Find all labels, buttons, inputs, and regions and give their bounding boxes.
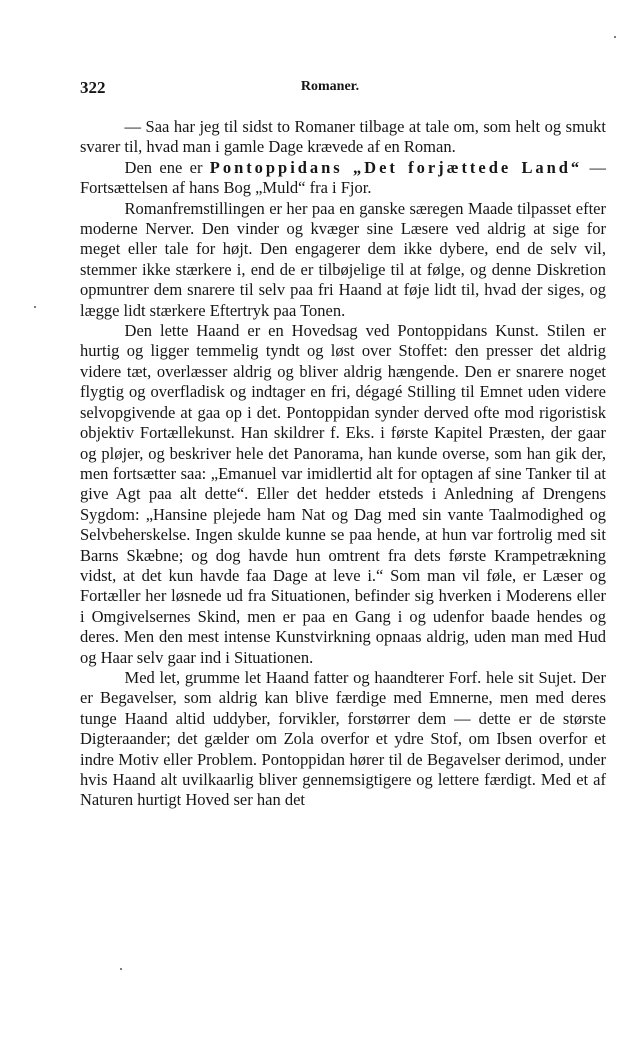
running-title: Romaner. xyxy=(300,79,360,94)
page-header xyxy=(80,78,580,100)
paragraph: Med let, grumme let Haand fatter og haandterer Forf. hele sit Sujet. Der er Begavelser, som aldrig kan blive færdige med Emnerne, men med deres tunge Haand altid uddyber, forvikler, forstørrer dem — dette er de største Digteraander; det gælder om Zola overfor et ydre Stof, om Ibsen overfor et indre Motiv eller Problem. Pontoppidan hører til de Begavelser derimod, under hvis Haand alt uvilkaarlig bliver gennemsigtigere og lettere færdigt. Med et af Naturen hurtigt Hoved ser han det xyxy=(80,667,606,810)
book-title-emphasis: Pontoppidans „Det forjættede Land“ xyxy=(209,157,583,177)
paragraph: Den lette Haand er en Hovedsag ved Pontoppidans Kunst. Stilen er hurtig og ligger temmelig tyndt og løst over Stoffet: den presser det aldrig videre tæt, overlæsser aldrig og bliver aldrig hængende. Den er snarere noget flygtig og overfladisk og indtager en fri, dégagé Stilling til Emnet uden videre selvopgivende at gaa op i det. Pontoppidan synder derved ofte mod rigoristisk objektiv Fortællekunst. Han skildrer f. Eks. i første Kapitel Præsten, der gaar og pløjer, og beskriver hele det Panorama, han kunde overse, som han gik der, men fortsætter saa: „Emanuel var imidlertid alt for optagen af sine Tanker til at give Agt paa alt dette“. Eller det hedder etsteds i Anledning af Drengens Sygdom: „Hansine plejede ham Nat og Dag med sin vante Taalmodighed og Selvbeherskelse. Ingen skulde kunne se paa hende, at hun var fortrolig med sit Barns Skæbne; og dog havde hun omtrent fra dets første Krampetrækning vidst, at det kun havde faa Dage at leve i.“ Som man vil føle, er Læser og Fortæller her løsnede ud fra Situationen, befinder sig hverken i Moderens eller i Omgivelsernes Skind, men er paa en Gang i og udenfor baade hendes og deres. Men den mest intense Kunstvirkning opnaas aldrig, uden man med Hud og Haar selv gaar ind i Situationen. xyxy=(80,321,606,667)
paragraph: Romanfremstillingen er her paa en ganske særegen Maade tilpasset efter moderne Nerver. Den vinder og kvæger sine Læsere ved aldrig at sige for meget eller tale for højt. Den engagerer dem ikke dybere, end de selv vil, stemmer ikke stærkere i, end de er tilbøjelige til at følge, og denne Diskretion opmuntrer dem snarere til selv paa fri Haand at føje lidt til, hvad der siges, og lægge lidt stærkere Eftertryk paa Tonen. xyxy=(80,198,606,320)
page-number: 322 xyxy=(80,78,106,97)
paragraph xyxy=(80,158,606,199)
paper-speck xyxy=(614,36,616,38)
paragraph-rest: — Fortsættelsen af hans Bog „Muld“ fra i Fjor. xyxy=(80,157,606,198)
paper-speck xyxy=(120,968,122,970)
paper-speck xyxy=(34,306,36,308)
paragraph-intro: Den ene er xyxy=(124,157,210,177)
body-text xyxy=(80,117,606,811)
paragraph: — Saa har jeg til sidst to Romaner tilbage at tale om, som helt og smukt svarer til, hvad man i gamle Dage krævede af en Roman. xyxy=(80,117,606,157)
